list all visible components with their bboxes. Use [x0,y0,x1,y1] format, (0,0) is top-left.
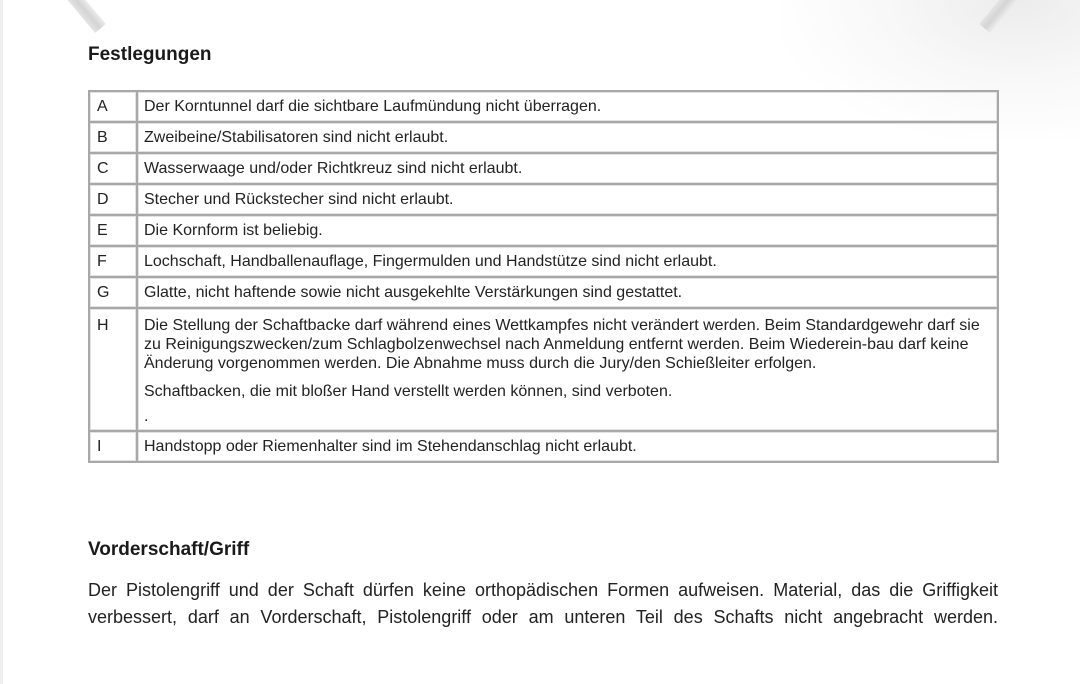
rule-key: F [89,246,137,277]
table-row [89,246,998,277]
rule-text-cell [137,308,998,431]
rule-text: Handstopp oder Riemenhalter sind im Stehendanschlag nicht erlaubt. [137,431,998,462]
rule-text: Stecher und Rückstecher sind nicht erlaubt. [137,184,998,215]
rule-text: Wasserwaage und/oder Richtkreuz sind nicht erlaubt. [137,153,998,184]
table-row [89,431,998,462]
section-paragraph: Der Pistolengriff und der Schaft dürfen keine orthopädischen Formen aufweisen. Material, das die Griffigkeit verbessert, darf an Vorderschaft, Pistolengriff oder am unteren Teil des Schafts nicht angebracht werden. [88,580,998,627]
rule-text: Der Korntunnel darf die sichtbare Laufmündung nicht überragen. [137,91,998,122]
table-row [89,215,998,246]
rule-key: H [89,308,137,431]
decorative-bar-left [64,0,106,33]
table-row [89,184,998,215]
section-title-vorderschaft: Vorderschaft/Griff [88,539,250,560]
rule-key: D [89,184,137,215]
rule-text: Zweibeine/Stabilisatoren sind nicht erlaubt. [137,122,998,153]
rule-text: Lochschaft, Handballenauflage, Fingermulden und Handstütze sind nicht erlaubt. [137,246,998,277]
table-row [89,91,998,122]
table-row [89,122,998,153]
rule-text-dot: . [144,408,149,425]
table-row [89,153,998,184]
rule-key: B [89,122,137,153]
table-row [89,308,998,431]
table-row [89,277,998,308]
rule-key: I [89,431,137,462]
rule-text: Die Kornform ist beliebig. [137,215,998,246]
rule-key: A [89,91,137,122]
rule-key: C [89,153,137,184]
section-title-festlegungen: Festlegungen [88,44,212,65]
rule-text: Glatte, nicht haftende sowie nicht ausgekehlte Verstärkungen sind gestattet. [137,277,998,308]
rules-table [88,90,999,463]
page-edge [0,0,3,684]
rule-text: Die Stellung der Schaftbacke darf während eines Wettkampfes nicht verändert werden. Beim Standardgewehr darf sie zu Reinigungszwecken/zum Schlagbolzenwechsel nach Anmeldung entfernt werden. Beim Wiederein-bau darf keine Änderung vorgenommen werden. Die Abnahme muss durch die Jury/den Schießleiter erfolgen. [144,317,980,372]
rule-key: G [89,277,137,308]
rule-key: E [89,215,137,246]
rule-text-note: Schaftbacken, die mit bloßer Hand verstellt werden können, sind verboten. [144,383,673,400]
